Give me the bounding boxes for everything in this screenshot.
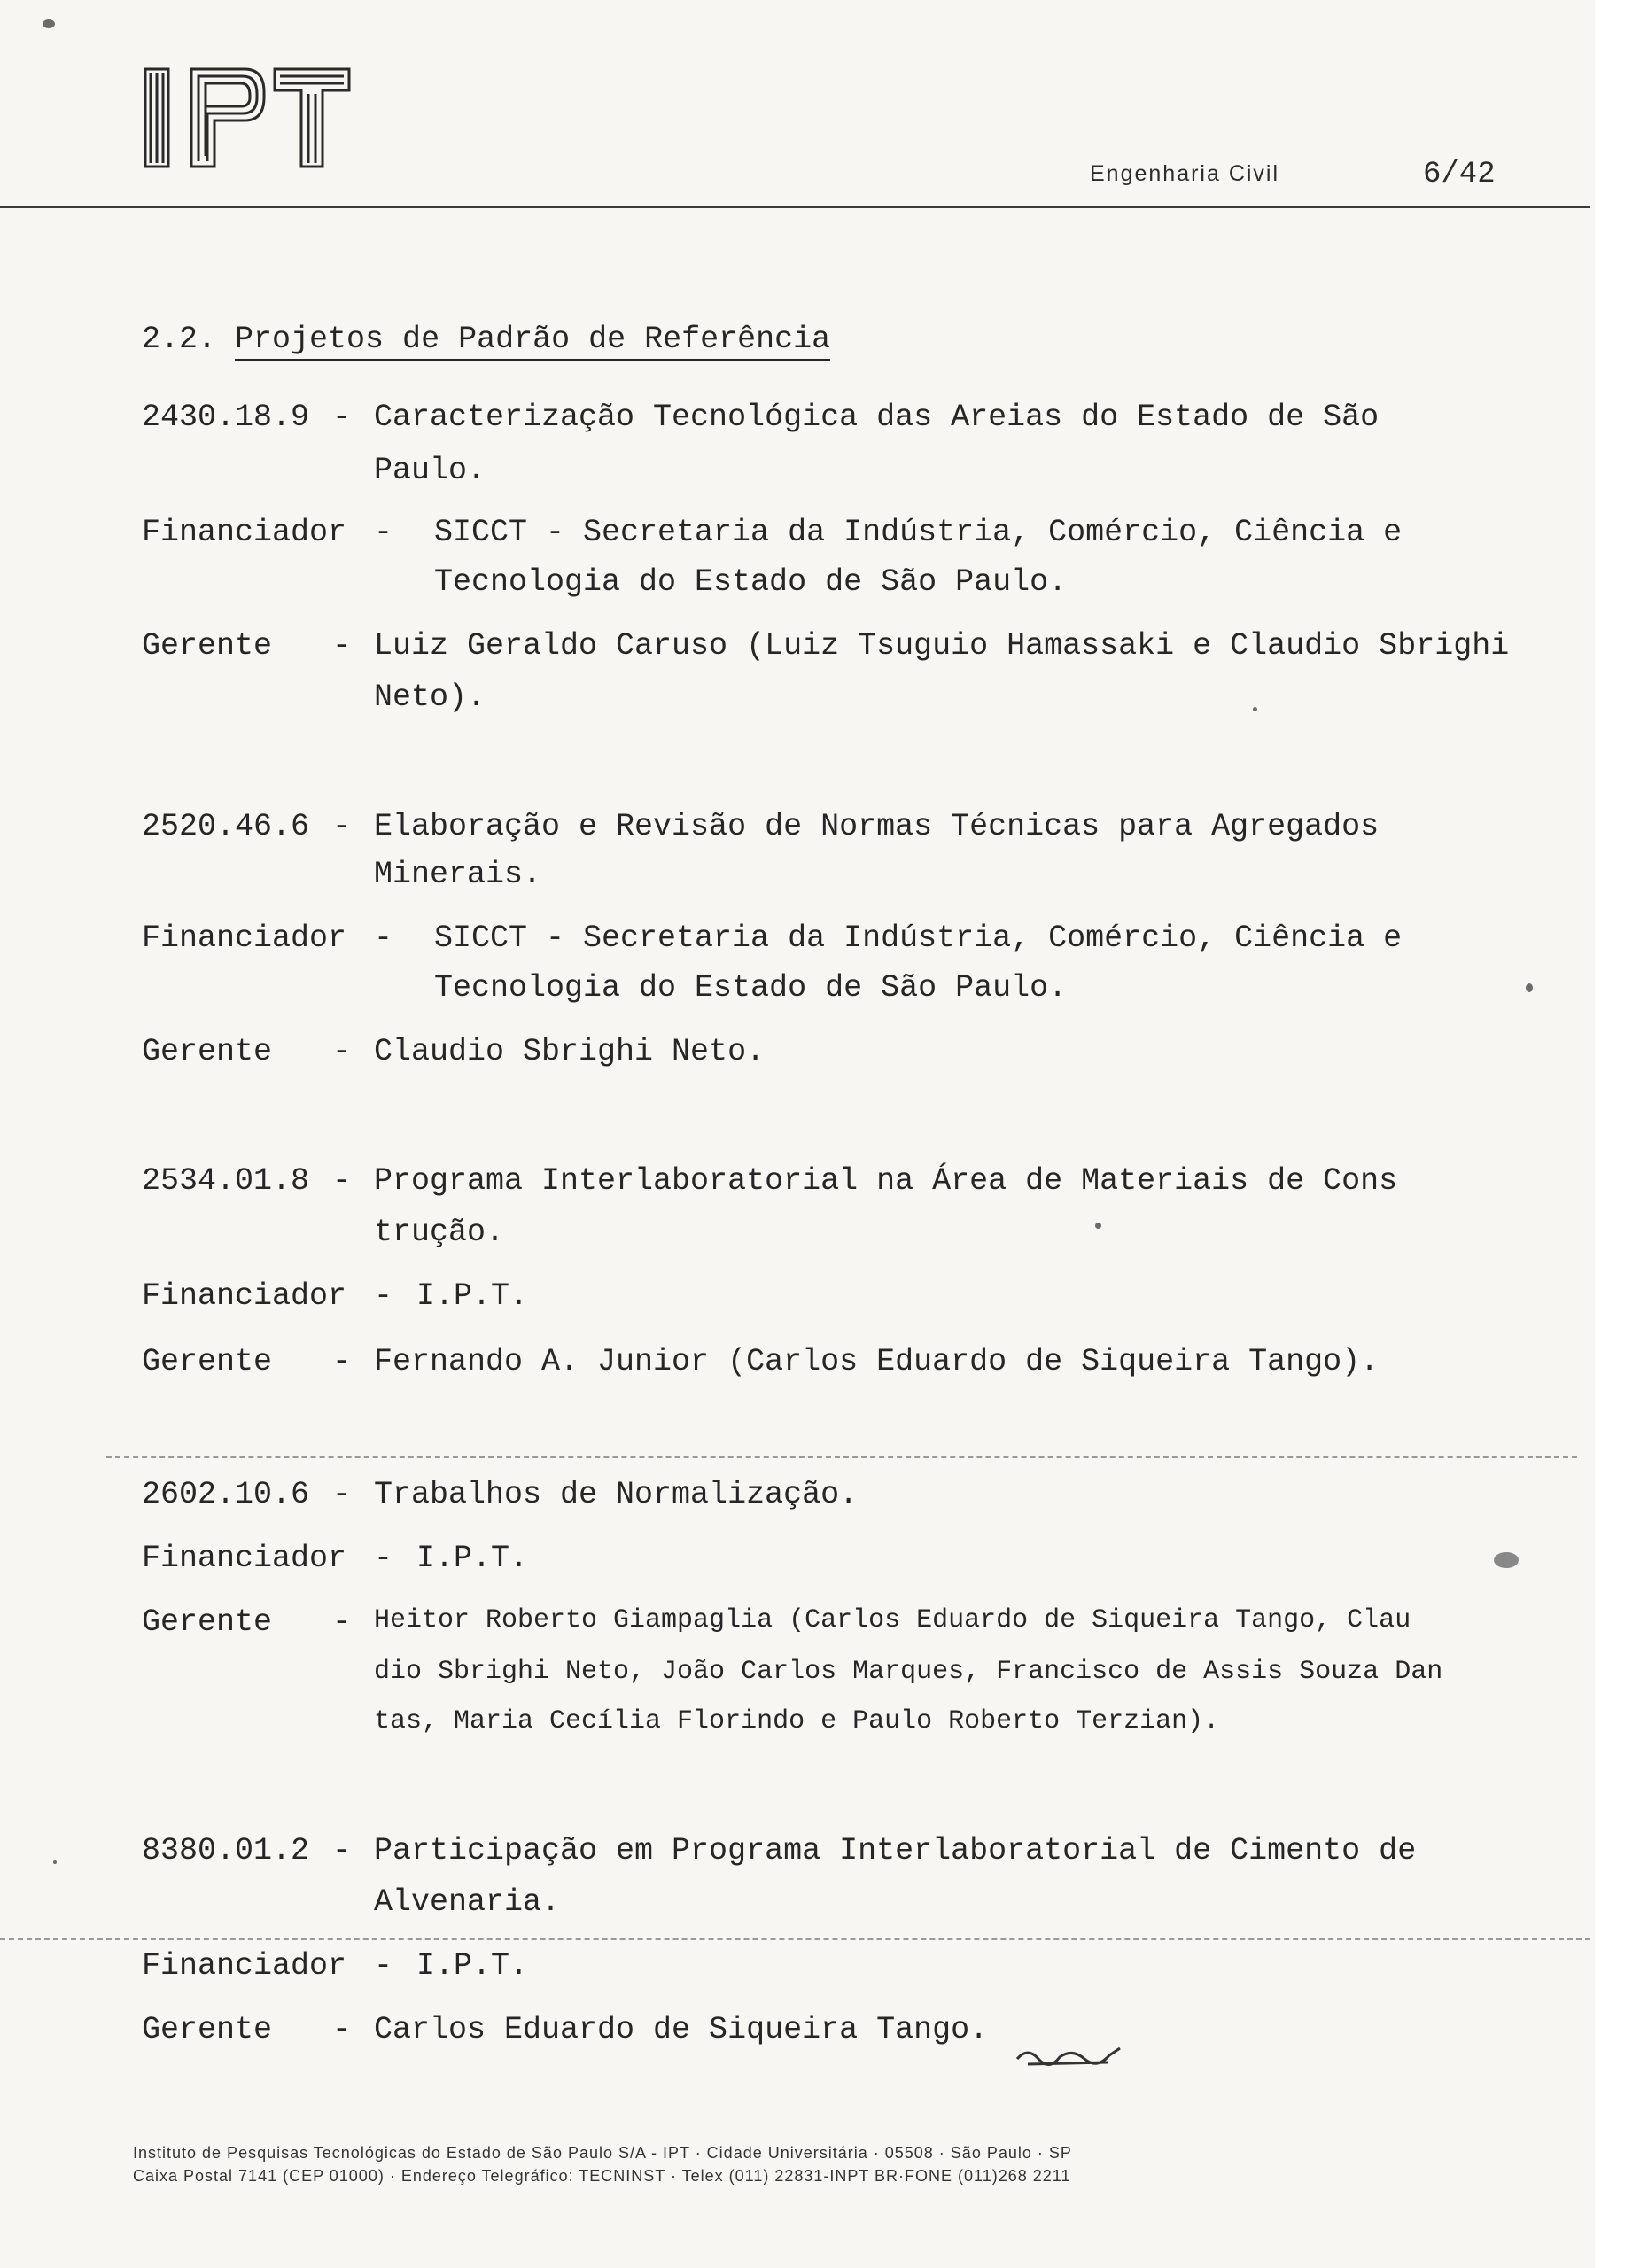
dash: - [332,400,352,435]
project-title-line: Minerais. [374,857,542,892]
dashed-divider [0,1938,1590,1940]
financiador-line: I.P.T. [416,1948,529,1984]
gerente-line: Claudio Sbrighi Neto. [374,1034,766,1069]
dash: - [332,2012,352,2047]
gerente-line: tas, Maria Cecília Florindo e Paulo Roberto Terzian). [374,1706,1220,1736]
gerente-line: Luiz Geraldo Caruso (Luiz Tsuguio Hamassaki e Claudio Sbrighi [374,628,1510,664]
scan-speck [1095,1223,1101,1229]
footer-line: Instituto de Pesquisas Tecnológicas do Estado de São Paulo S/A - IPT · Cidade Universitária · 05508 · São Paulo · SP [133,2144,1072,2162]
project-title-line: Paulo. [374,453,486,488]
project-title-line: trução. [374,1215,505,1250]
gerente-line: Heitor Roberto Giampaglia (Carlos Eduardo de Siqueira Tango, Clau [374,1605,1411,1635]
financiador-label: Financiador [142,1278,347,1314]
financiador-label: Financiador [142,920,347,956]
financiador-line: Tecnologia do Estado de São Paulo. [434,564,1068,600]
gerente-label: Gerente [142,628,273,664]
dash: - [332,1344,352,1379]
handwritten-signature [1010,2039,1125,2075]
scan-speck [43,19,55,28]
dash: - [332,1477,352,1512]
project-code: 8380.01.2 [142,1833,310,1868]
project-title-line: Trabalhos de Normalização. [374,1477,859,1512]
scan-speck [1253,707,1257,711]
project-code: 2602.10.6 [142,1477,310,1512]
dash: - [332,1034,352,1069]
scan-speck [53,1860,57,1864]
dash: - [332,1604,352,1640]
dash: - [374,1948,393,1984]
gerente-label: Gerente [142,1344,273,1379]
gerente-line: dio Sbrighi Neto, João Carlos Marques, Francisco de Assis Souza Dan [374,1657,1443,1687]
footer-line: Caixa Postal 7141 (CEP 01000) · Endereço Telegráfico: TECNINST · Telex (011) 22831-INPT BR·FONE (011)268 2211 [133,2167,1071,2185]
dash: - [374,515,393,550]
financiador-line: I.P.T. [416,1541,529,1576]
financiador-line: Tecnologia do Estado de São Paulo. [434,970,1068,1006]
project-code: 2534.01.8 [142,1163,310,1199]
scan-speck [1526,983,1533,992]
dash: - [374,1541,393,1576]
financiador-label: Financiador [142,1948,347,1984]
ipt-logo-graphic [140,64,353,172]
project-code: 2430.18.9 [142,400,310,435]
gerente-line: Fernando A. Junior (Carlos Eduardo de Siqueira Tango). [374,1344,1380,1379]
dash: - [374,920,393,956]
scan-speck [1494,1552,1519,1568]
section-heading [142,324,830,355]
project-title-line: Alvenaria. [374,1884,561,1920]
dash: - [374,1278,393,1314]
project-title-line: Caracterização Tecnológica das Areias do Estado de São [374,400,1380,435]
gerente-label: Gerente [142,1034,273,1069]
financiador-line: I.P.T. [416,1278,529,1314]
header-divider [0,206,1590,208]
project-title-line: Participação em Programa Interlaboratorial de Cimento de [374,1833,1417,1868]
dashed-divider [106,1456,1577,1458]
financiador-line: SICCT - Secretaria da Indústria, Comércio, Ciência e [434,515,1403,550]
department-label: Engenharia Civil [1090,161,1280,186]
project-title-line: Programa Interlaboratorial na Área de Materiais de Cons [374,1163,1398,1199]
financiador-label: Financiador [142,515,347,550]
financiador-line: SICCT - Secretaria da Indústria, Comércio, Ciência e [434,920,1403,956]
page-number: 6/42 [1423,158,1496,191]
gerente-label: Gerente [142,2012,273,2047]
dash: - [332,1833,352,1868]
dash: - [332,1163,352,1199]
project-code: 2520.46.6 [142,809,310,844]
gerente-line: Carlos Eduardo de Siqueira Tango. [374,2012,989,2047]
dash: - [332,628,352,664]
section-number: 2.2. [142,322,217,357]
project-title-line: Elaboração e Revisão de Normas Técnicas para Agregados [374,809,1380,844]
dash: - [332,809,352,844]
ipt-logo [140,64,353,172]
gerente-label: Gerente [142,1604,273,1640]
financiador-label: Financiador [142,1541,347,1576]
section-title: Projetos de Padrão de Referência [235,322,830,361]
gerente-line: Neto). [374,680,486,715]
